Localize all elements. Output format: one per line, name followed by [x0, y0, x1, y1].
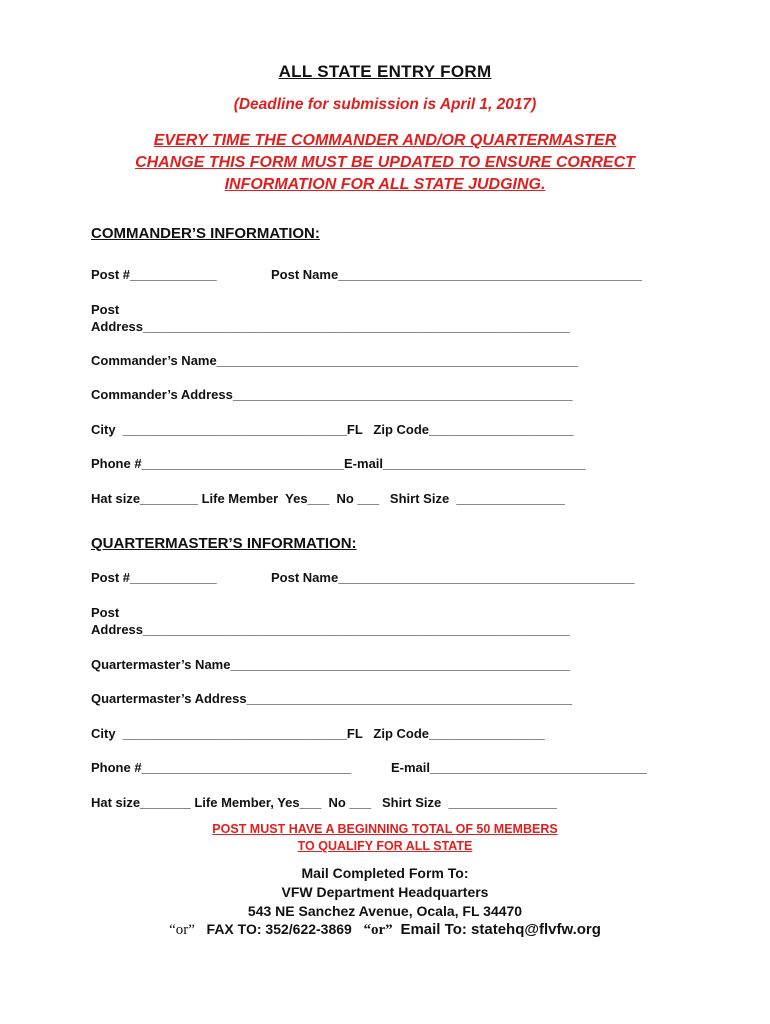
quartermaster-hat-shirt-field[interactable]: Hat size_______ Life Member, Yes___ No ___ Shirt Size _______________: [91, 795, 557, 810]
form-title: ALL STATE ENTRY FORM: [278, 62, 492, 81]
quartermaster-name-field[interactable]: Quartermaster’s Name_______________________________________________: [91, 657, 571, 672]
warning-line-3: INFORMATION FOR ALL STATE JUDGING.: [224, 176, 546, 193]
quartermaster-post-address-field[interactable]: Address___________________________________________________________: [91, 622, 570, 637]
contact-line: [0, 921, 770, 939]
mail-to-heading: Mail Completed Form To:: [301, 865, 469, 881]
mail-recipient: VFW Department Headquarters: [281, 884, 489, 900]
commander-post-number-field[interactable]: Post #____________: [91, 267, 217, 282]
commander-name-field[interactable]: Commander’s Name__________________________________________________: [91, 353, 579, 368]
membership-notice-line-1: POST MUST HAVE A BEGINNING TOTAL OF 50 MEMBERS: [212, 822, 558, 836]
warning-line-1: EVERY TIME THE COMMANDER AND/OR QUARTERMASTER: [153, 132, 617, 149]
commander-heading: COMMANDER’S INFORMATION:: [91, 225, 320, 242]
commander-post-name-field[interactable]: Post Name__________________________________________: [271, 267, 642, 282]
quartermaster-heading: QUARTERMASTER’S INFORMATION:: [91, 535, 357, 552]
quartermaster-phone-field[interactable]: Phone #_____________________________: [91, 760, 352, 775]
or-label-1: “or”: [169, 922, 195, 938]
quartermaster-city-zip-field[interactable]: City _______________________________FL Zip Code________________: [91, 726, 545, 741]
quartermaster-post-number-field[interactable]: Post #____________: [91, 570, 217, 585]
quartermaster-post-label: Post: [91, 605, 120, 620]
quartermaster-email-field[interactable]: E-mail______________________________: [391, 760, 647, 775]
mail-address: 543 NE Sanchez Avenue, Ocala, FL 34470: [247, 903, 523, 919]
fax-number: FAX TO: 352/622-3869: [206, 921, 352, 937]
membership-notice-line-2: TO QUALIFY FOR ALL STATE: [297, 839, 473, 853]
commander-phone-email-field[interactable]: Phone #____________________________E-mail____________________________: [91, 456, 586, 471]
quartermaster-address-field[interactable]: Quartermaster’s Address_____________________________________________: [91, 691, 572, 706]
warning-line-2: CHANGE THIS FORM MUST BE UPDATED TO ENSURE CORRECT: [135, 154, 635, 171]
commander-hat-shirt-field[interactable]: Hat size________ Life Member Yes___ No ___ Shirt Size _______________: [91, 491, 565, 506]
email-address[interactable]: Email To: statehq@flvfw.org: [400, 921, 601, 938]
commander-post-label: Post: [91, 302, 120, 317]
deadline-note: (Deadline for submission is April 1, 2017): [233, 96, 537, 113]
commander-city-zip-field[interactable]: City _______________________________FL Zip Code____________________: [91, 422, 574, 437]
commander-post-address-field[interactable]: Address___________________________________________________________: [91, 319, 570, 334]
or-label-2: “or”: [363, 922, 393, 938]
commander-address-field[interactable]: Commander’s Address_______________________________________________: [91, 387, 573, 402]
quartermaster-post-name-field[interactable]: Post Name_________________________________________: [271, 570, 635, 585]
